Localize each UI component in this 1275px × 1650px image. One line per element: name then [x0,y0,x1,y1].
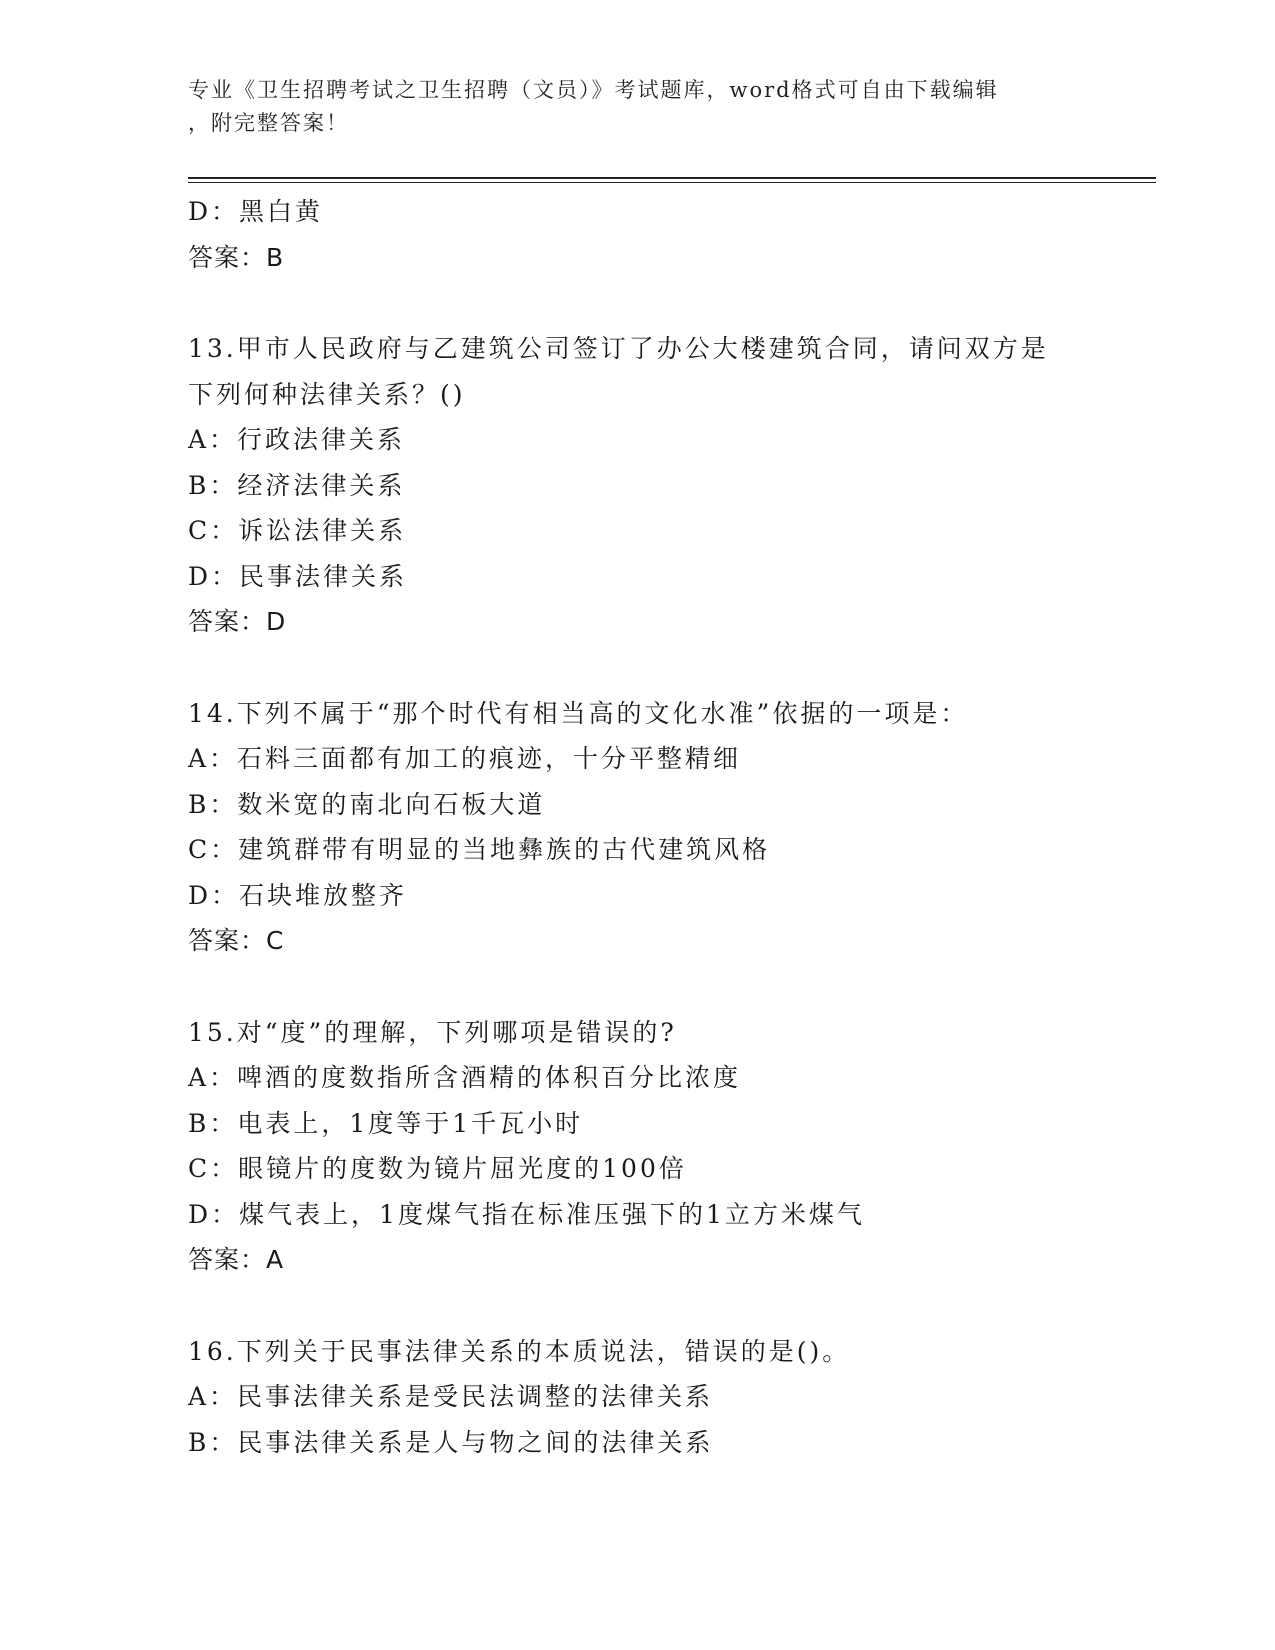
header-line-2: ，附完整答案！ [188,111,349,135]
header-divider-thick [188,177,1156,179]
option-c: C：眼镜片的度数为镜片屈光度的100倍 [188,1154,687,1183]
option-d: D：黑白黄 [188,197,324,226]
header-line-1: 专业《卫生招聘考试之卫生招聘（文员）》考试题库，word格式可自由下载编辑 [188,78,999,102]
option-b: B：电表上，1度等于1千瓦小时 [188,1108,584,1138]
option-b: B：数米宽的南北向石板大道 [188,789,546,819]
option-b: B：民事法律关系是人与物之间的法律关系 [188,1427,714,1457]
option-d: D：石块堆放整齐 [188,880,408,910]
option-d: D：煤气表上，1度煤气指在标准压强下的1立方米煤气 [188,1199,865,1229]
option-a: A：啤酒的度数指所含酒精的体积百分比浓度 [188,1063,742,1092]
answer: 答案：B [188,242,285,272]
question-14 [188,691,1088,964]
option-a: A：行政法律关系 [188,425,406,454]
question-12-tail [188,189,1088,280]
answer: 答案：C [188,926,285,955]
answer: 答案：D [188,607,287,636]
question-13 [188,326,1088,645]
question-stem: 13.甲市人民政府与乙建筑公司签订了办公大楼建筑合同，请问双方是 [188,334,1049,363]
question-stem: 15.对“度”的理解，下列哪项是错误的? [188,1017,677,1047]
option-c: C：建筑群带有明显的当地彝族的古代建筑风格 [188,835,771,864]
header-divider-thin [188,182,1156,183]
option-c: C：诉讼法律关系 [188,516,407,545]
question-16 [188,1329,1088,1466]
question-stem: 14.下列不属于“那个时代有相当高的文化水准”依据的一项是： [188,698,969,728]
answer: 答案：A [188,1245,285,1274]
question-15 [188,1010,1088,1283]
document-header [188,74,1088,140]
option-a: A：石料三面都有加工的痕迹，十分平整精细 [188,744,742,773]
question-stem: 16.下列关于民事法律关系的本质说法，错误的是()。 [188,1336,851,1366]
question-list [188,189,1088,1465]
option-b: B：经济法律关系 [188,470,406,500]
option-d: D：民事法律关系 [188,561,408,591]
question-stem-cont: 下列何种法律关系？() [188,379,466,409]
option-a: A：民事法律关系是受民法调整的法律关系 [188,1382,714,1411]
